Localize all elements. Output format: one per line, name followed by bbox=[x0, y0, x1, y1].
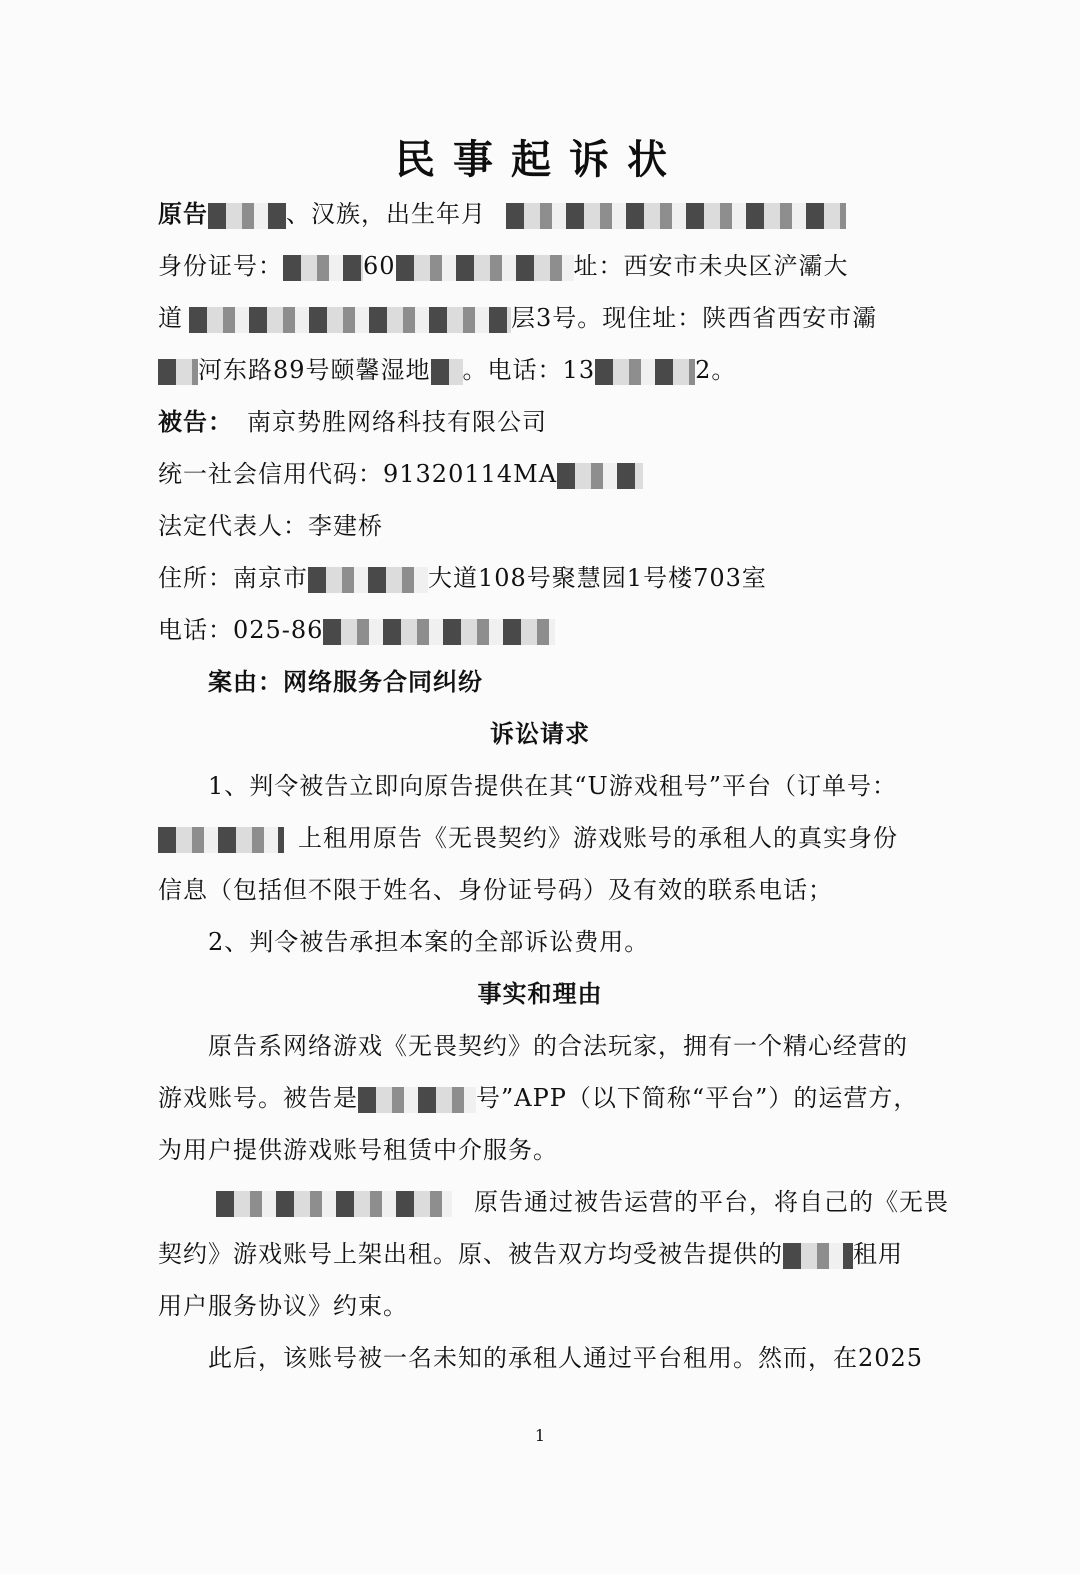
plaintiff-line-3 bbox=[158, 300, 918, 336]
facts-p1-line-2 bbox=[158, 1080, 918, 1116]
cause-of-action: 案由：网络服务合同纠纷 bbox=[208, 667, 483, 696]
defendant-phone-text: 电话：025-86 bbox=[158, 616, 324, 644]
defendant-address-text: 大道108号聚慧园1号楼703室 bbox=[428, 564, 767, 592]
plaintiff-label: 原告 bbox=[158, 199, 208, 228]
redaction-block bbox=[208, 203, 286, 229]
claim-1-line-3: 信息（包括但不限于姓名、身份证号码）及有效的联系电话； bbox=[158, 876, 833, 904]
redaction-block bbox=[396, 255, 574, 281]
plaintiff-phone-end: 2。 bbox=[695, 356, 737, 384]
defendant-line bbox=[158, 404, 918, 440]
claim-1-line-2 bbox=[158, 820, 918, 856]
facts-heading: 事实和理由 bbox=[477, 979, 603, 1008]
redaction-block bbox=[158, 827, 284, 853]
page-number: 1 bbox=[534, 1426, 546, 1445]
plaintiff-phone-text: 。电话：13 bbox=[462, 356, 596, 384]
redaction-block bbox=[189, 307, 511, 333]
current-address-text: 层3号。现住址：陕西省西安市灞 bbox=[511, 304, 878, 332]
redaction-block bbox=[557, 463, 643, 489]
redaction-block bbox=[358, 1087, 476, 1113]
claims-heading: 诉讼请求 bbox=[490, 719, 590, 748]
current-address-cont: 河东路89号颐馨湿地 bbox=[198, 356, 431, 384]
defendant-name: 南京势胜网络科技有限公司 bbox=[247, 408, 547, 436]
redaction-block bbox=[308, 567, 428, 593]
facts-p2-line-1 bbox=[158, 1184, 949, 1220]
redaction-block bbox=[595, 359, 695, 385]
facts-p2-line-3: 用户服务协议》约束。 bbox=[158, 1292, 408, 1320]
facts-p1-text-cont: 号”APP（以下简称“平台”）的运营方， bbox=[476, 1084, 919, 1112]
defendant-label: 被告： bbox=[158, 407, 233, 436]
legal-rep-text: 法定代表人：李建桥 bbox=[158, 512, 383, 540]
plaintiff-line-2 bbox=[158, 248, 918, 284]
defendant-address-line bbox=[158, 560, 918, 596]
facts-p1-line-1: 原告系网络游戏《无畏契约》的合法玩家，拥有一个精心经营的 bbox=[208, 1032, 908, 1060]
claim-1-text: 上租用原告《无畏契约》游戏账号的承租人的真实身份 bbox=[298, 824, 898, 852]
credit-code-text: 统一社会信用代码：91320114MA bbox=[158, 460, 558, 488]
facts-p2-line-2 bbox=[158, 1236, 918, 1272]
claim-2: 2、判令被告承担本案的全部诉讼费用。 bbox=[208, 928, 650, 956]
document-title: 民事起诉状 bbox=[395, 136, 685, 183]
id-number-label: 身份证号： bbox=[158, 252, 283, 280]
redaction-block bbox=[283, 255, 363, 281]
facts-p2-text-end: 租用 bbox=[853, 1240, 903, 1268]
plaintiff-line-4 bbox=[158, 352, 918, 388]
redaction-block bbox=[323, 619, 555, 645]
defendant-phone-line bbox=[158, 612, 918, 648]
facts-p1-text: 游戏账号。被告是 bbox=[158, 1084, 358, 1112]
legal-rep-line bbox=[158, 508, 918, 544]
redaction-block bbox=[783, 1243, 853, 1269]
redaction-block bbox=[216, 1191, 452, 1217]
claim-1-line-1: 1、判令被告立即向原告提供在其“U游戏租号”平台（订单号： bbox=[208, 772, 898, 800]
id-number-fragment: 60 bbox=[363, 252, 396, 280]
facts-p2-text-cont: 契约》游戏账号上架出租。原、被告双方均受被告提供的 bbox=[158, 1240, 783, 1268]
plaintiff-line-1 bbox=[158, 196, 918, 232]
domicile-text: 址：西安市未央区浐灞大 bbox=[573, 252, 849, 280]
redaction-block bbox=[158, 359, 198, 385]
facts-p1-line-3: 为用户提供游戏账号租赁中介服务。 bbox=[158, 1136, 558, 1164]
redaction-block bbox=[431, 359, 463, 385]
facts-p2-text: 原告通过被告运营的平台，将自己的《无畏 bbox=[474, 1188, 949, 1216]
facts-p3-line-1: 此后，该账号被一名未知的承租人通过平台租用。然而，在2025 bbox=[208, 1344, 924, 1372]
defendant-address-label: 住所：南京市 bbox=[158, 564, 308, 592]
domicile-text-cont: 道 bbox=[158, 304, 183, 332]
credit-code-line bbox=[158, 456, 918, 492]
redaction-block bbox=[506, 203, 846, 229]
plaintiff-ethnicity-text: 、汉族，出生年月 bbox=[286, 200, 486, 228]
